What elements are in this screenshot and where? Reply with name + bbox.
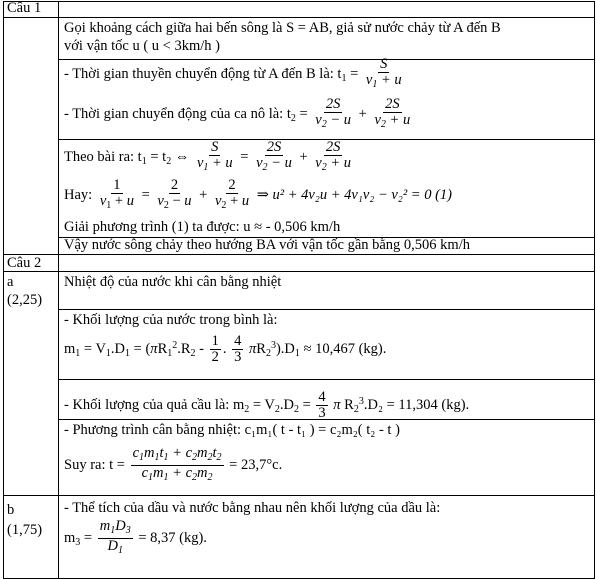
solution-line: Giải phương trình (1) ta được: u ≈ - 0,506 km/h (64, 219, 341, 235)
equation-simplified: Hay: $\frac{1}{v_1 + u}$ = $\frac{2}{v_2 - u}$ + $\frac{2}{v_2 + u}$ ⇒ u² + 4v₂u + 4v₁v₂ − v₂² = 0 (1) (64, 177, 452, 212)
heat-balance-equation: - Phương trình cân bằng nhiệt: c₁m₁( t - t₁ ) = c₂m₂( t₂ - t ) (64, 422, 400, 438)
part-a-label: a (7, 274, 14, 290)
equation-condition: Theo bài ra: $t_1 = t_2$ ⇔ $\frac{S}{v_1 + u}$ = $\frac{2S}{v_2 - u}$ + $\frac{2S}{v_2 + u}$ (64, 139, 352, 174)
equilibrium-heading: Nhiệt độ của nước khi cân bằng nhiệt (64, 274, 282, 290)
rule (3, 254, 595, 255)
rule (3, 271, 595, 272)
m3-formula: $m_3$ = $\frac{m_1D_3}{D_1}$ = 8,37 (kg). (64, 518, 207, 557)
rule (3, 495, 595, 496)
part-b-label: b (7, 502, 15, 518)
water-mass-label: - Khối lượng của nước trong bình là: (64, 312, 278, 328)
rule (58, 309, 595, 310)
t-result: = 23,7°c. (229, 457, 283, 473)
part-a-points: (2,25) (7, 292, 43, 308)
t1-text: - Thời gian thuyền chuyển động từ A đến B là: t (64, 66, 342, 82)
suy-ra-text: Suy ra: t = (64, 457, 125, 473)
m1-result: ≈ 10,467 (kg). (303, 341, 387, 357)
t2-text: - Thời gian chuyển động của ca nô là: t (64, 106, 291, 122)
intro-line-2: với vận tốc u ( u < 3km/h ) (64, 38, 220, 54)
part-b-points: (1,75) (7, 522, 43, 538)
t2-formula: - Thời gian chuyển động của ca nô là: $t_2$ = $\frac{2S}{v_2 - u}$ + $\frac{2S}{v_2 + u}$ (64, 96, 411, 131)
bai-ra-text: Theo bài ra: t (64, 149, 142, 165)
oil-volume-line: - Thể tích của dầu và nước bằng nhau nên khối lượng của dầu là: (64, 500, 441, 516)
conclusion-line: Vậy nước sông chảy theo hướng BA với vận tốc gần bằng 0,506 km/h (64, 237, 470, 253)
polynomial: u² + 4v₂u + 4v₁v₂ − v₂² = 0 (1) (272, 187, 452, 203)
rule (594, 1, 595, 578)
rule (3, 1, 595, 2)
t-formula: Suy ra: t = $\frac{c_1m_1t_1 + c_2m_2t_2}{c_1m_1 + c_2m_2}$ = 23,7°c. (64, 445, 283, 484)
m1-formula: $m_1 = V_1.D_1 = (\pi R_1^2.R_2$ - $\frac{1}{2}$ . $\frac{4}{3}$ $\pi R_2^3).D_1 \approx 10,467$ (kg). (64, 333, 387, 366)
rule (3, 17, 595, 18)
hay-text: Hay: (64, 187, 93, 203)
question-2-label: Câu 2 (7, 255, 42, 271)
sphere-mass-label: - Khối lượng của quả cầu là: (64, 397, 230, 413)
intro-line-1: Gọi khoảng cách giữa hai bến sông là S = AB, giả sử nước chảy từ A đến B (64, 20, 501, 36)
m2-formula: - Khối lượng của quả cầu là: $m_2 = V_2.D_2$ = $\frac{4}{3}$ π $R_2^3.D_2 = 11,304$ (kg). (64, 389, 470, 422)
m2-result: .D₂ = 11,304 (kg). (363, 397, 470, 413)
rule (3, 1, 4, 578)
rule (3, 578, 595, 579)
rule (58, 1, 59, 578)
rule (58, 379, 595, 380)
t1-formula: - Thời gian thuyền chuyển động từ A đến B là: $t_1$ = $\frac{S}{v_1 + u}$ (64, 56, 402, 91)
question-1-label: Câu 1 (7, 0, 42, 16)
m3-result: = 8,37 (kg). (138, 530, 207, 546)
